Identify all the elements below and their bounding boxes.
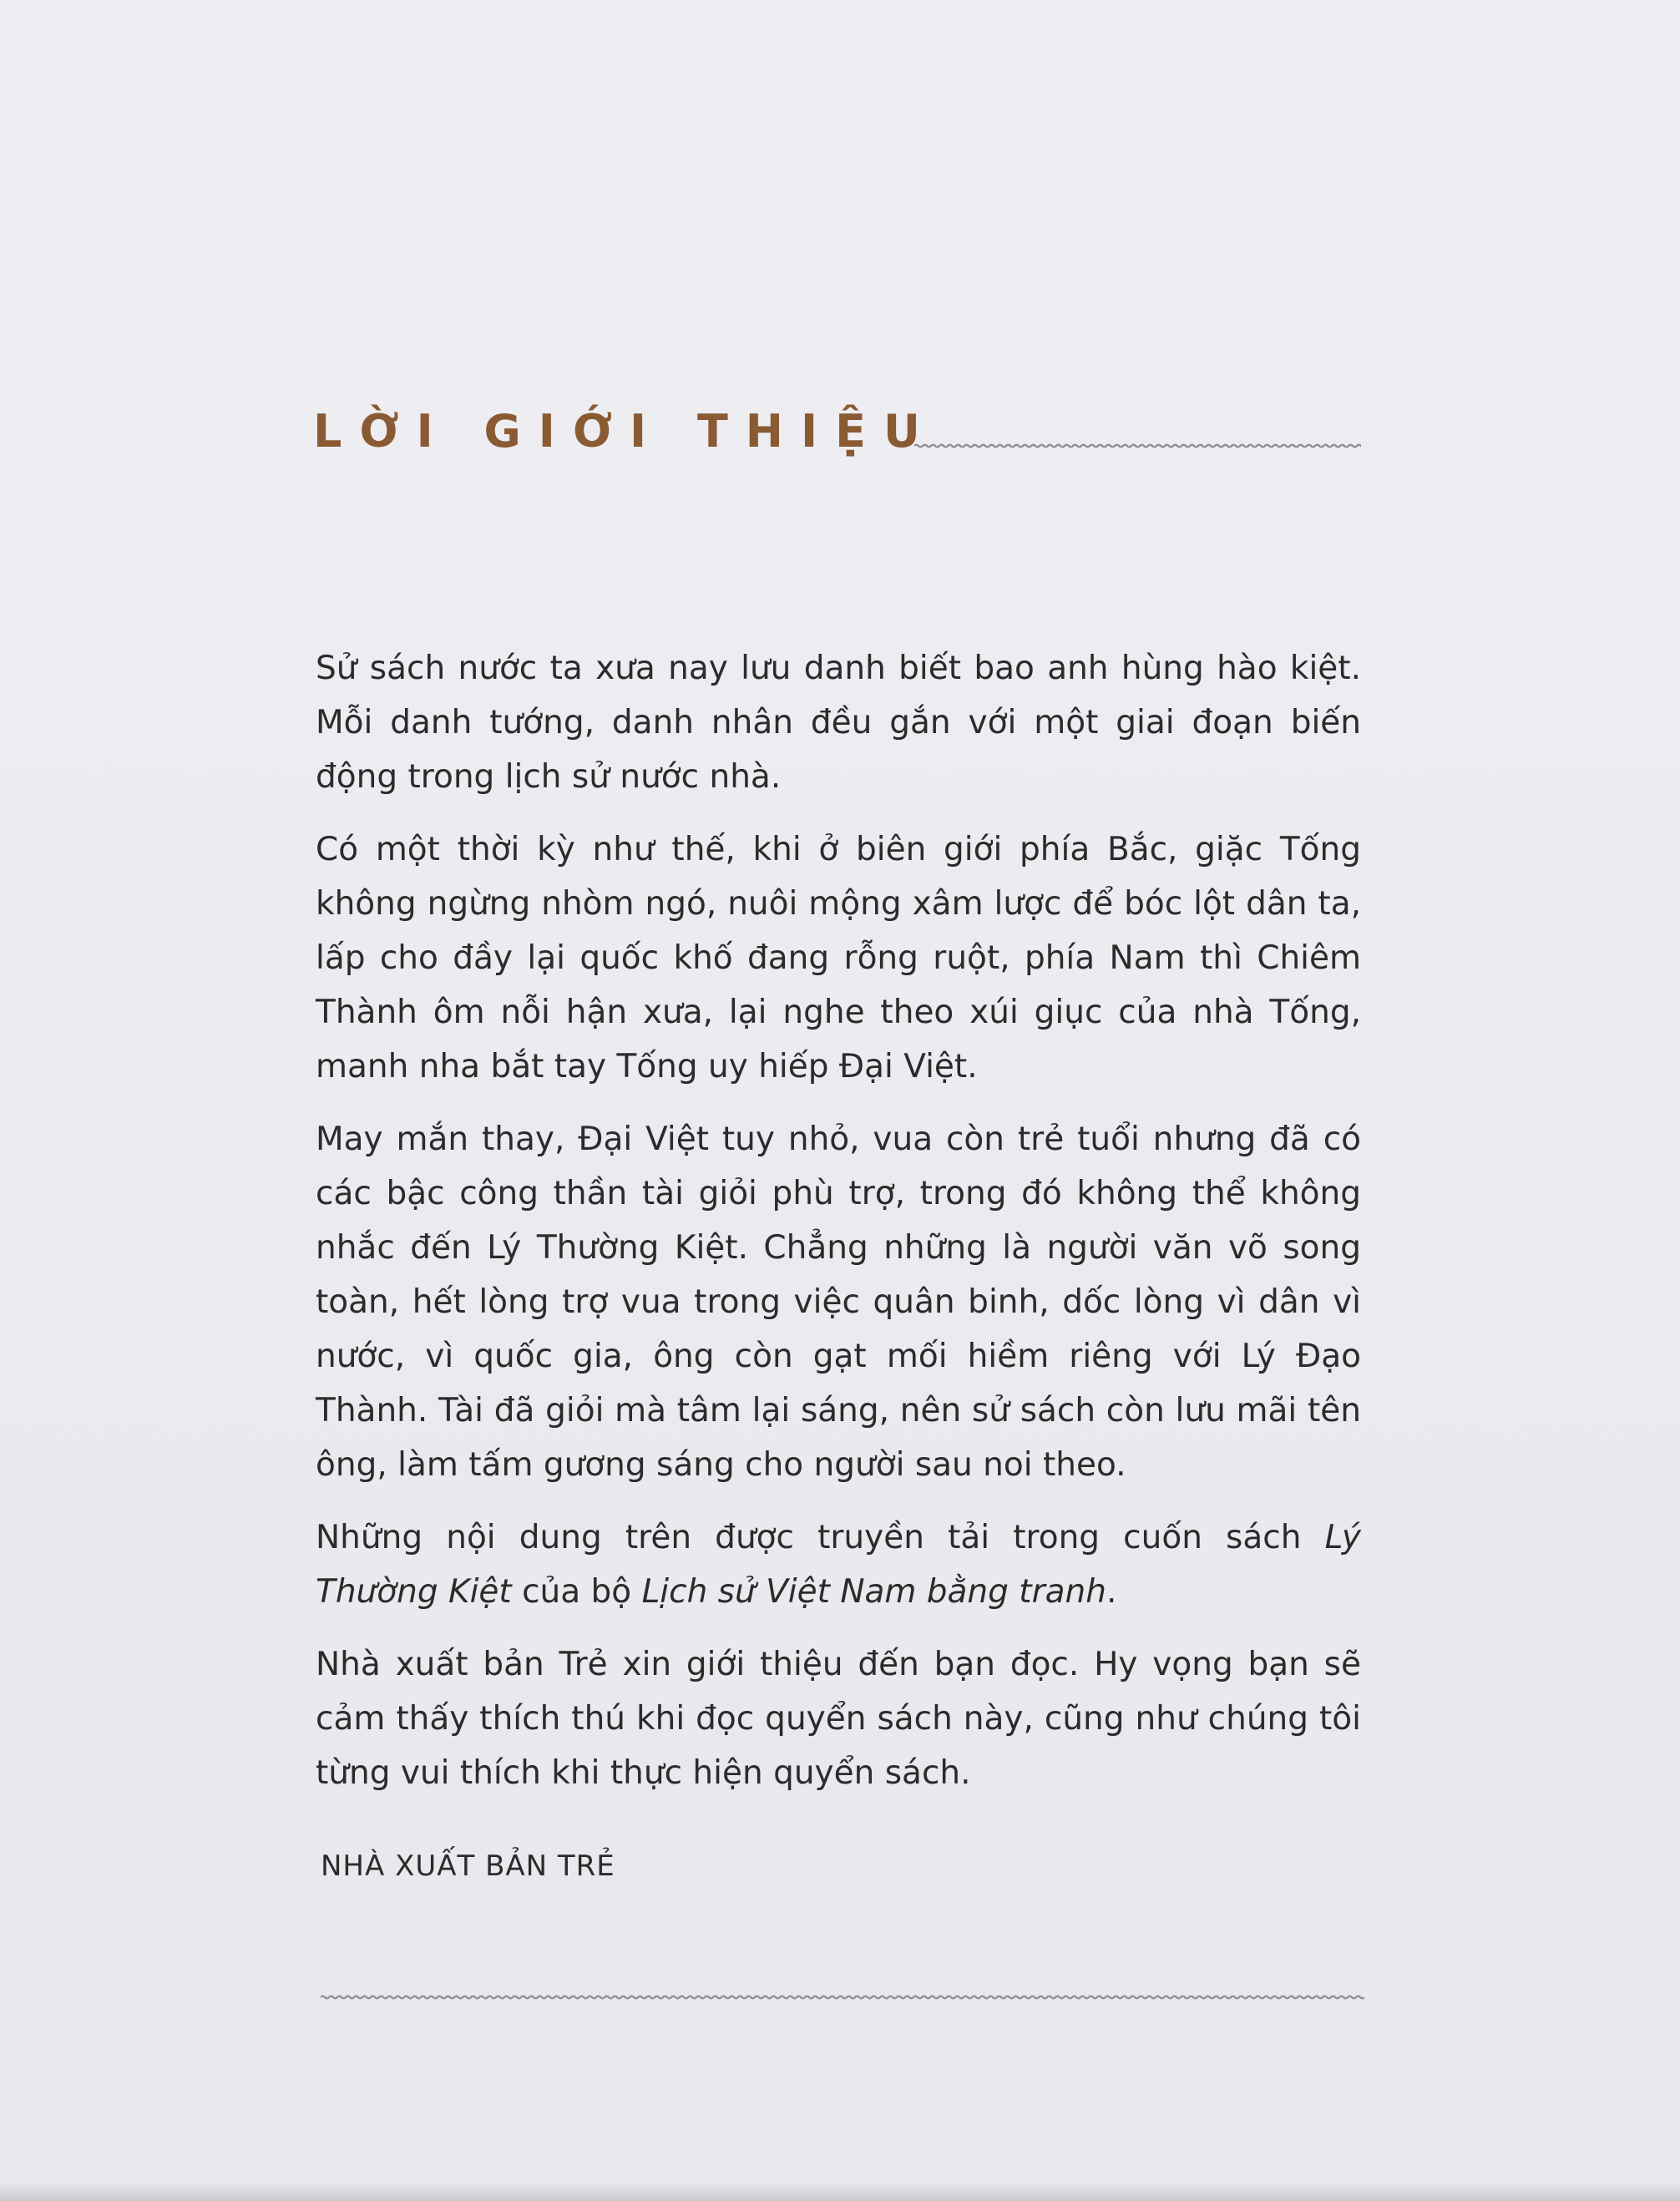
paragraph-4-middle: của bộ [511,1573,642,1611]
introduction-body [316,641,1361,1819]
heading-row [313,402,1361,461]
paragraph-1: Sử sách nước ta xưa nay lưu danh biết bao anh hùng hào kiệt. Mỗi danh tướng, danh nhân đều gắn với một giai đoạn biến động trong lịch sử nước nhà. [316,650,1361,796]
paragraph-4-before: Những nội dung trên được truyền tải trong cuốn sách [316,1519,1325,1556]
paragraph-5: Nhà xuất bản Trẻ xin giới thiệu đến bạn đọc. Hy vọng bạn sẽ cảm thấy thích thú khi đọc quyển sách này, cũng như chúng tôi từng vui thích khi thực hiện quyển sách. [316,1646,1361,1792]
publisher-signature: NHÀ XUẤT BẢN TRẺ [321,1849,615,1883]
book-title: Lý Thường Kiệt [316,1519,1361,1611]
series-title: Lịch sử Việt Nam bằng tranh [641,1573,1106,1611]
page-bottom-edge [0,2183,1680,2201]
heading-wavy-rule [914,441,1361,451]
paragraph-4 [316,1510,1361,1619]
bottom-wavy-rule [321,1992,1364,2002]
page-title: LỜI GIỚI THIỆU [313,405,938,458]
paragraph-2: Có một thời kỳ như thế, khi ở biên giới phía Bắc, giặc Tống không ngừng nhòm ngó, nuôi mộng xâm lược để bóc lột dân ta, lấp cho đầy lại quốc khố đang rỗng ruột, phía Nam thì Chiêm Thành ôm nỗi hận xưa, lại nghe theo xúi giục của nhà Tống, manh nha bắt tay Tống uy hiếp Đại Việt. [316,831,1361,1085]
paragraph-3: May mắn thay, Đại Việt tuy nhỏ, vua còn trẻ tuổi nhưng đã có các bậc công thần tài giỏi phù trợ, trong đó không thể không nhắc đến Lý Thường Kiệt. Chẳng những là người văn võ song toàn, hết lòng trợ vua trong việc quân binh, dốc lòng vì dân vì nước, vì quốc gia, ông còn gạt mối hiềm riêng với Lý Đạo Thành. Tài đã giỏi mà tâm lại sáng, nên sử sách còn lưu mãi tên ông, làm tấm gương sáng cho người sau noi theo. [316,1121,1361,1484]
paragraph-4-after: . [1106,1573,1117,1611]
